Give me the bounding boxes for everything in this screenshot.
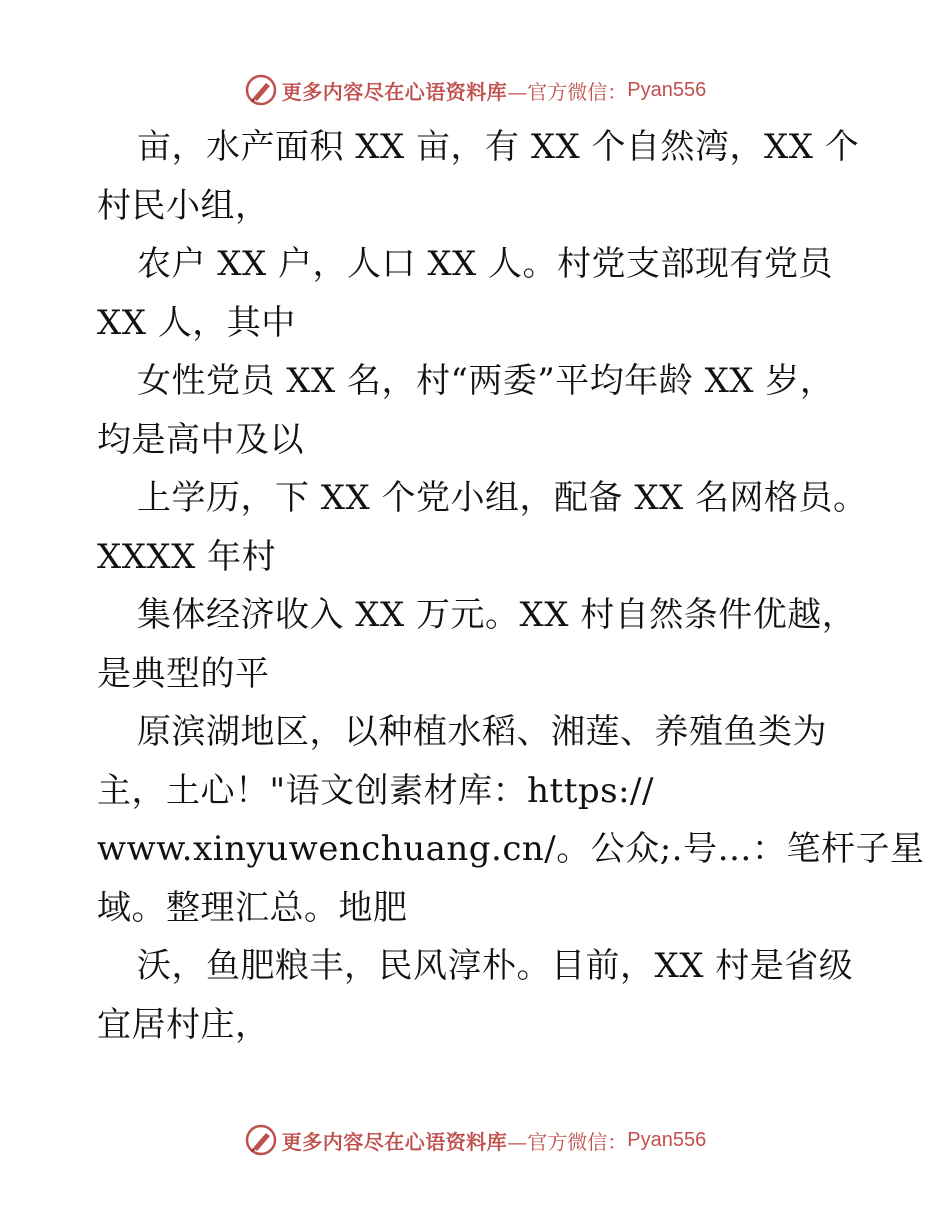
text-line: 村民小组， [97, 185, 270, 226]
text-line: 域。整理汇总。地肥 [97, 887, 408, 928]
text-line: 沃，鱼肥粮丰，民风淳朴。目前，XX 村是省级 [137, 946, 854, 986]
text-line: 集体经济收入 XX 万元。XX 村自然条件优越， [137, 595, 857, 635]
pen-logo-icon [244, 1123, 278, 1157]
footer-sub-text: —官方微信： [507, 1129, 628, 1154]
header-banner [0, 70, 950, 110]
text-line: 均是高中及以 [97, 419, 304, 460]
document-body [97, 118, 925, 1054]
text-line: XXXX 年村 [97, 536, 277, 577]
pen-logo-icon [244, 73, 278, 107]
text-line: 农户 XX 户，人口 XX 人。村党支部现有党员 [137, 244, 834, 284]
header-sub-text: —官方微信： [507, 79, 628, 104]
footer-main-text: 更多内容尽在心语资料库 [281, 1129, 508, 1154]
header-main-text: 更多内容尽在心语资料库 [281, 79, 508, 104]
text-line: 是典型的平 [97, 653, 270, 694]
footer-banner [0, 1120, 950, 1160]
text-line: 女性党员 XX 名，村“两委”平均年龄 XX 岁， [137, 361, 835, 401]
header-id-text: Pyan556 [627, 78, 707, 101]
text-line: 宜居村庄， [97, 1004, 270, 1045]
footer-id-text: Pyan556 [627, 1128, 707, 1151]
text-line: www.xinyuwenchuang.cn/。公众;.号…：笔杆子星 [97, 829, 925, 869]
text-line: 亩，水产面积 XX 亩，有 XX 个自然湾，XX 个 [137, 127, 860, 167]
text-line: 上学历，下 XX 个党小组，配备 XX 名网格员。 [137, 478, 868, 518]
text-line: XX 人，其中 [97, 302, 296, 343]
text-line: 原滨湖地区，以种植水稻、湘莲、养殖鱼类为 [137, 712, 827, 752]
text-line: 主，土心！"语文创素材库：https:// [97, 770, 654, 811]
